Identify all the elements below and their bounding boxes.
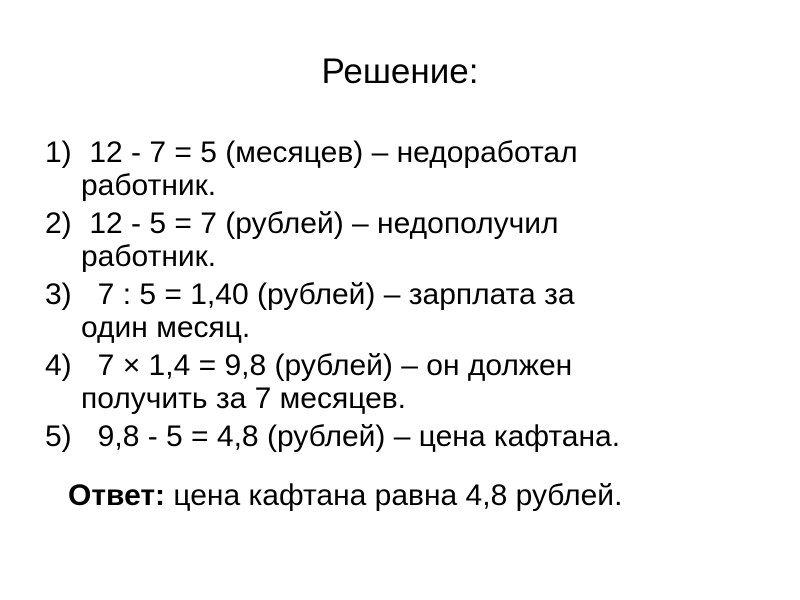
answer-label: Ответ: bbox=[68, 479, 166, 512]
step-text-line-1: 7 : 5 = 1,40 (рублей) – зарплата за bbox=[81, 278, 575, 311]
solution-step-4 bbox=[45, 349, 765, 415]
answer bbox=[68, 478, 622, 514]
step-number: 2) bbox=[45, 207, 72, 240]
solution-steps bbox=[45, 136, 765, 458]
solution-step-2 bbox=[45, 207, 765, 273]
step-text-line-2: один месяц. bbox=[81, 311, 251, 344]
step-text-line-1: 12 - 7 = 5 (месяцев) – недоработал bbox=[81, 136, 578, 169]
slide-title: Решение: bbox=[321, 52, 479, 91]
answer-text: цена кафтана равна 4,8 рублей. bbox=[165, 479, 623, 512]
step-text-line-1: 7 × 1,4 = 9,8 (рублей) – он должен bbox=[81, 349, 573, 382]
step-number: 4) bbox=[45, 349, 72, 382]
step-text-line-2: работник. bbox=[81, 240, 217, 273]
step-text-line-2: получить за 7 месяцев. bbox=[81, 382, 407, 415]
step-text-line-2: работник. bbox=[81, 169, 217, 202]
step-text-line-1: 12 - 5 = 7 (рублей) – недополучил bbox=[81, 207, 559, 240]
solution-step-5 bbox=[45, 420, 765, 453]
step-number: 3) bbox=[45, 278, 72, 311]
step-number: 1) bbox=[45, 136, 72, 169]
solution-step-1 bbox=[45, 136, 765, 202]
solution-step-3 bbox=[45, 278, 765, 344]
step-text-line-1: 9,8 - 5 = 4,8 (рублей) – цена кафтана. bbox=[81, 420, 621, 453]
step-number: 5) bbox=[45, 420, 72, 453]
